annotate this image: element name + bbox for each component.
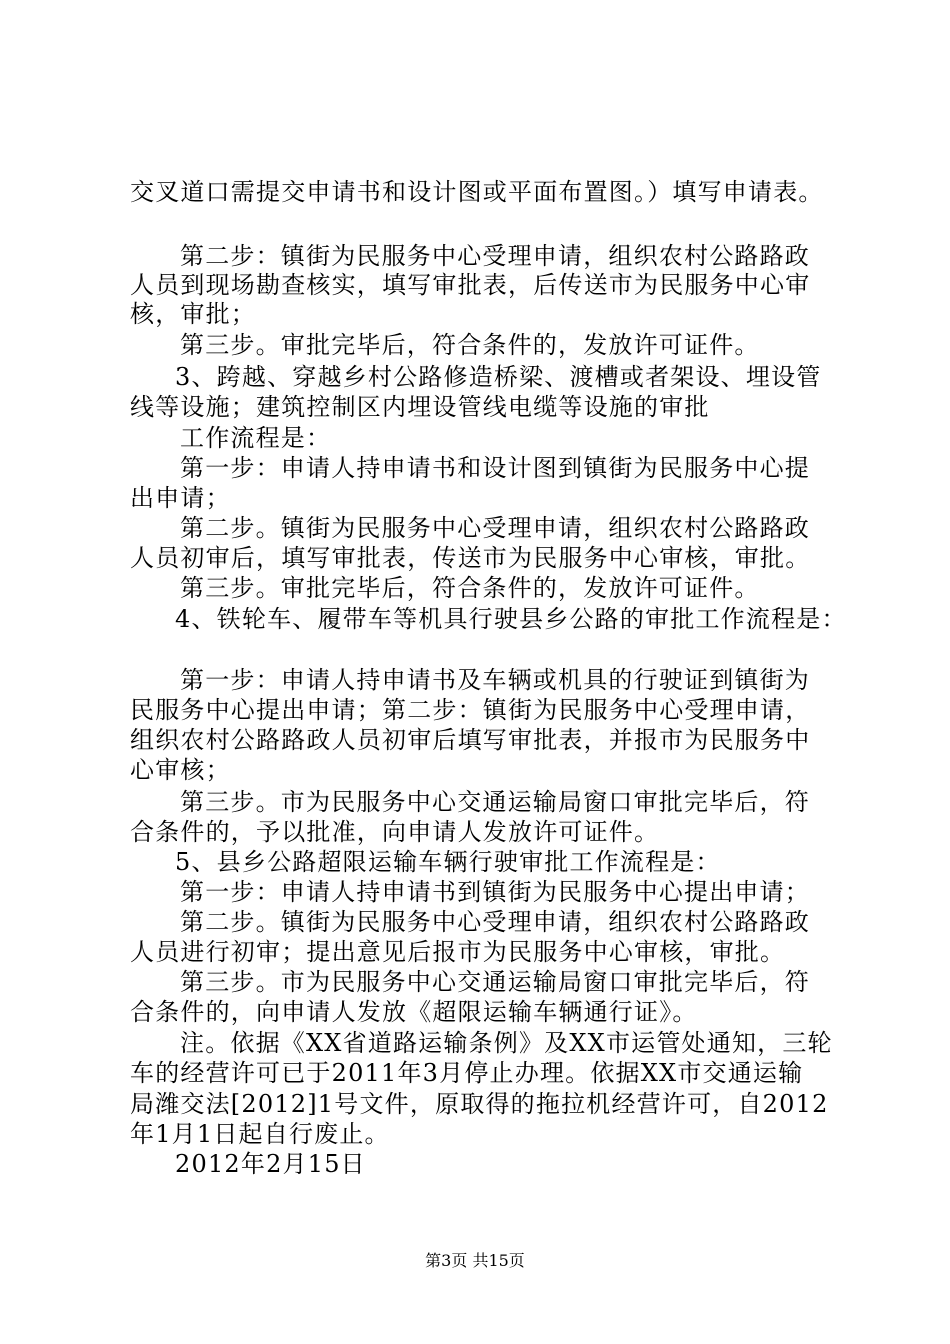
text-line: 第三步。市为民服务中心交通运输局窗口审批完毕后，符 <box>180 968 810 996</box>
text-line: 人员初审后，填写审批表，传送市为民服务中心审核，审批。 <box>130 544 811 572</box>
text-line: 局潍交法[2012]1号文件，原取得的拖拉机经营许可，自2012 <box>130 1090 829 1118</box>
text-line: 合条件的，向申请人发放《超限运输车辆通行证》。 <box>130 998 698 1026</box>
text-line: 人员进行初审；提出意见后报市为民服务中心审核，审批。 <box>130 938 786 966</box>
text-line: 第三步。审批完毕后，符合条件的，发放许可证件。 <box>180 331 760 359</box>
text-line: 心审核； <box>130 756 231 784</box>
page-number-footer: 第3页 共15页 <box>425 1251 525 1270</box>
text-line: 第三步。市为民服务中心交通运输局窗口审批完毕后，符 <box>180 788 810 816</box>
text-line: 第二步。镇街为民服务中心受理申请，组织农村公路路政 <box>180 514 810 542</box>
text-line: 组织农村公路路政人员初审后填写审批表，并报市为民服务中 <box>130 726 811 754</box>
text-line: 第三步。审批完毕后，符合条件的，发放许可证件。 <box>180 574 760 602</box>
text-line: 注。依据《XX省道路运输条例》及XX市运管处通知，三轮 <box>180 1029 833 1057</box>
text-line: 人员到现场勘查核实，填写审批表，后传送市为民服务中心审 <box>130 271 811 299</box>
text-line: 第一步：申请人持申请书及车辆或机具的行驶证到镇街为 <box>180 666 810 694</box>
text-line: 年1月1日起自行废止。 <box>130 1120 390 1148</box>
text-line: 第一步：申请人持申请书到镇街为民服务中心提出申请； <box>180 878 810 906</box>
text-line: 线等设施；建筑控制区内埋设管线电缆等设施的审批 <box>130 393 710 421</box>
text-line: 3、跨越、穿越乡村公路修造桥梁、渡槽或者架设、埋设管 <box>175 363 822 391</box>
text-line: 第一步：申请人持申请书和设计图到镇街为民服务中心提 <box>180 454 810 482</box>
text-line: 核，审批； <box>130 300 256 328</box>
text-line: 民服务中心提出申请；第二步：镇街为民服务中心受理申请， <box>130 696 811 724</box>
text-line: 车的经营许可已于2011年3月停止办理。依据XX市交通运输 <box>130 1059 804 1087</box>
text-line: 5、县乡公路超限运输车辆行驶审批工作流程是： <box>175 848 721 876</box>
text-line: 4、铁轮车、履带车等机具行驶县乡公路的审批工作流程是： <box>175 605 847 633</box>
text-line: 交叉道口需提交申请书和设计图或平面布置图。）填写申请表。 <box>130 178 824 206</box>
text-line: 第二步：镇街为民服务中心受理申请，组织农村公路路政 <box>180 242 810 270</box>
text-line: 第二步。镇街为民服务中心受理申请，组织农村公路路政 <box>180 908 810 936</box>
text-line: 出申请； <box>130 484 231 512</box>
date-line: 2012年2月15日 <box>175 1150 366 1178</box>
text-line: 工作流程是： <box>180 424 332 452</box>
text-line: 合条件的，予以批准，向申请人发放许可证件。 <box>130 818 660 846</box>
